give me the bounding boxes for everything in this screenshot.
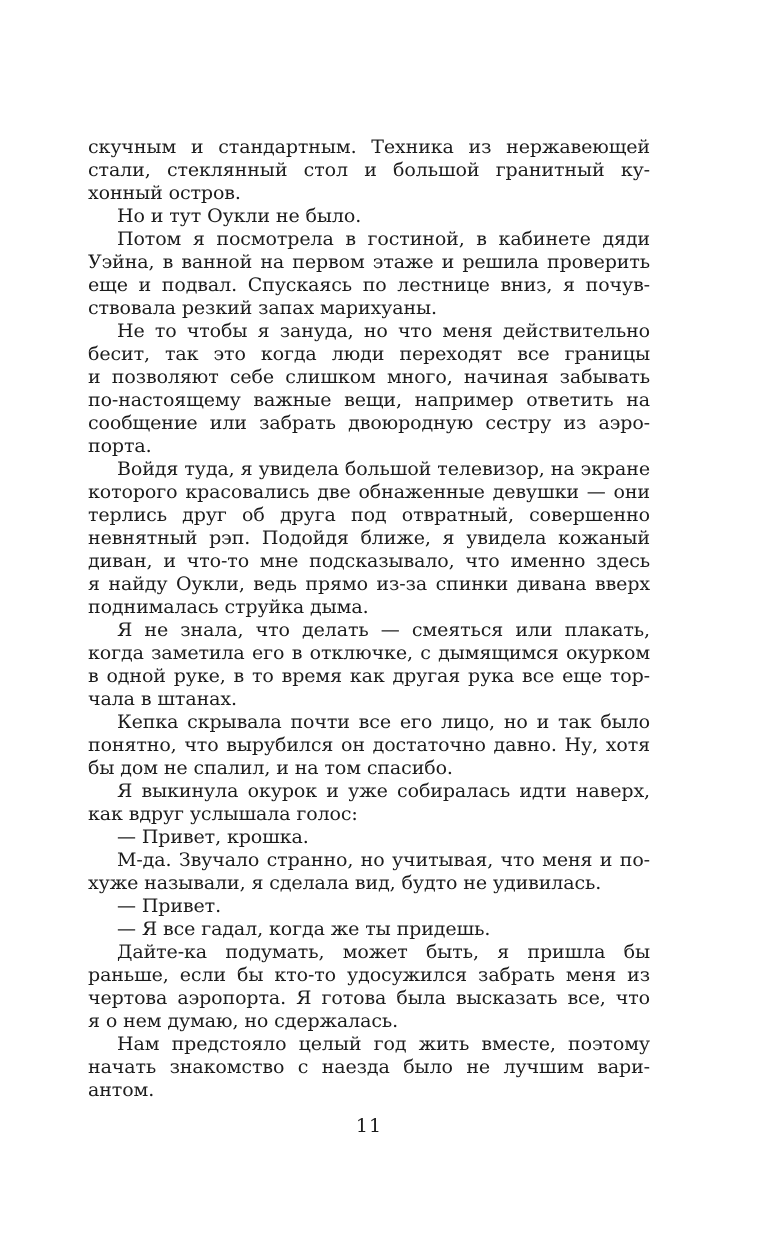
paragraph [88,205,650,228]
text-line: Я выкинула окурок и уже собиралась идти наверх, [117,780,650,802]
text-line: в одной руке, в то время как другая рука все еще тор- [88,665,650,687]
text-line: Не то чтобы я зануда, но что меня действительно [117,320,650,342]
text-line: терлись друг об друга под отвратный, совершенно [88,504,650,526]
paragraph [88,895,650,918]
text-line: Я не знала, что делать — смеяться или плакать, [117,619,650,641]
text-line: когда заметила его в отключке, с дымящимся окурком [88,642,650,664]
text-line: чала в штанах. [88,688,237,710]
text-line: раньше, если бы кто-то удосужился забрать меня из [88,964,650,986]
text-line: — Привет, крошка. [117,826,309,848]
text-line: как вдруг услышала голос: [88,803,358,825]
paragraph [88,619,650,711]
text-line: Дайте-ка подумать, может быть, я пришла бы [117,941,650,963]
text-line: стали, стеклянный стол и большой гранитный ку- [88,159,650,181]
text-block [88,136,650,1138]
text-line: скучным и стандартным. Техника из нержавеющей [88,136,650,158]
text-line: ствовала резкий запах марихуаны. [88,297,437,319]
paragraph [88,780,650,826]
paragraph [88,136,650,205]
text-line: Уэйна, в ванной на первом этаже и решила проверить [88,251,650,273]
text-line: Войдя туда, я увидела большой телевизор, на экране [117,458,650,480]
text-line: хуже называли, я сделала вид, будто не удивилась. [88,872,602,894]
text-line: я найду Оукли, ведь прямо из-за спинки дивана вверх [88,573,650,595]
text-line: бы дом не спалил, и на том спасибо. [88,757,453,779]
text-line: начать знакомство с наезда было не лучшим вари- [88,1056,650,1078]
text-line: которого красовались две обнаженные девушки — они [88,481,650,503]
paragraph [88,918,650,941]
text-line: по-настоящему важные вещи, например ответить на [88,389,650,411]
text-line: Но и тут Оукли не было. [117,205,362,227]
text-line: сообщение или забрать двоюродную сестру из аэро- [88,412,650,434]
text-line: невнятный рэп. Подойдя ближе, я увидела кожаный [88,527,650,549]
paragraph [88,458,650,619]
paragraph [88,711,650,780]
text-line: Потом я посмотрела в гостиной, в кабинете дяди [117,228,650,250]
text-line: Кепка скрывала почти все его лицо, но и так было [117,711,650,733]
text-line: еще и подвал. Спускаясь по лестнице вниз, я почув- [88,274,650,296]
text-line: я о нем думаю, но сдержалась. [88,1010,399,1032]
text-line: — Привет. [117,895,222,917]
paragraph [88,228,650,320]
paragraph [88,849,650,895]
paragraph [88,826,650,849]
text-line: поднималась струйка дыма. [88,596,369,618]
text-line: чертова аэропорта. Я готова была высказать все, что [88,987,650,1009]
text-line: Нам предстояло целый год жить вместе, поэтому [117,1033,650,1055]
text-line: М-да. Звучало странно, но учитывая, что меня и по- [117,849,650,871]
text-line: диван, и что-то мне подсказывало, что именно здесь [88,550,650,572]
paragraph [88,941,650,1033]
text-line: хонный остров. [88,182,241,204]
text-line: и позволяют себе слишком много, начиная забывать [88,366,650,388]
paragraph [88,1033,650,1102]
text-line: бесит, так это когда люди переходят все границы [88,343,650,365]
text-line: антом. [88,1079,155,1101]
page-number: 11 [355,1115,383,1137]
text-line: — Я все гадал, когда же ты придешь. [117,918,491,940]
paragraph [88,320,650,458]
text-line: понятно, что вырубился он достаточно давно. Ну, хотя [88,734,650,756]
text-line: порта. [88,435,152,457]
